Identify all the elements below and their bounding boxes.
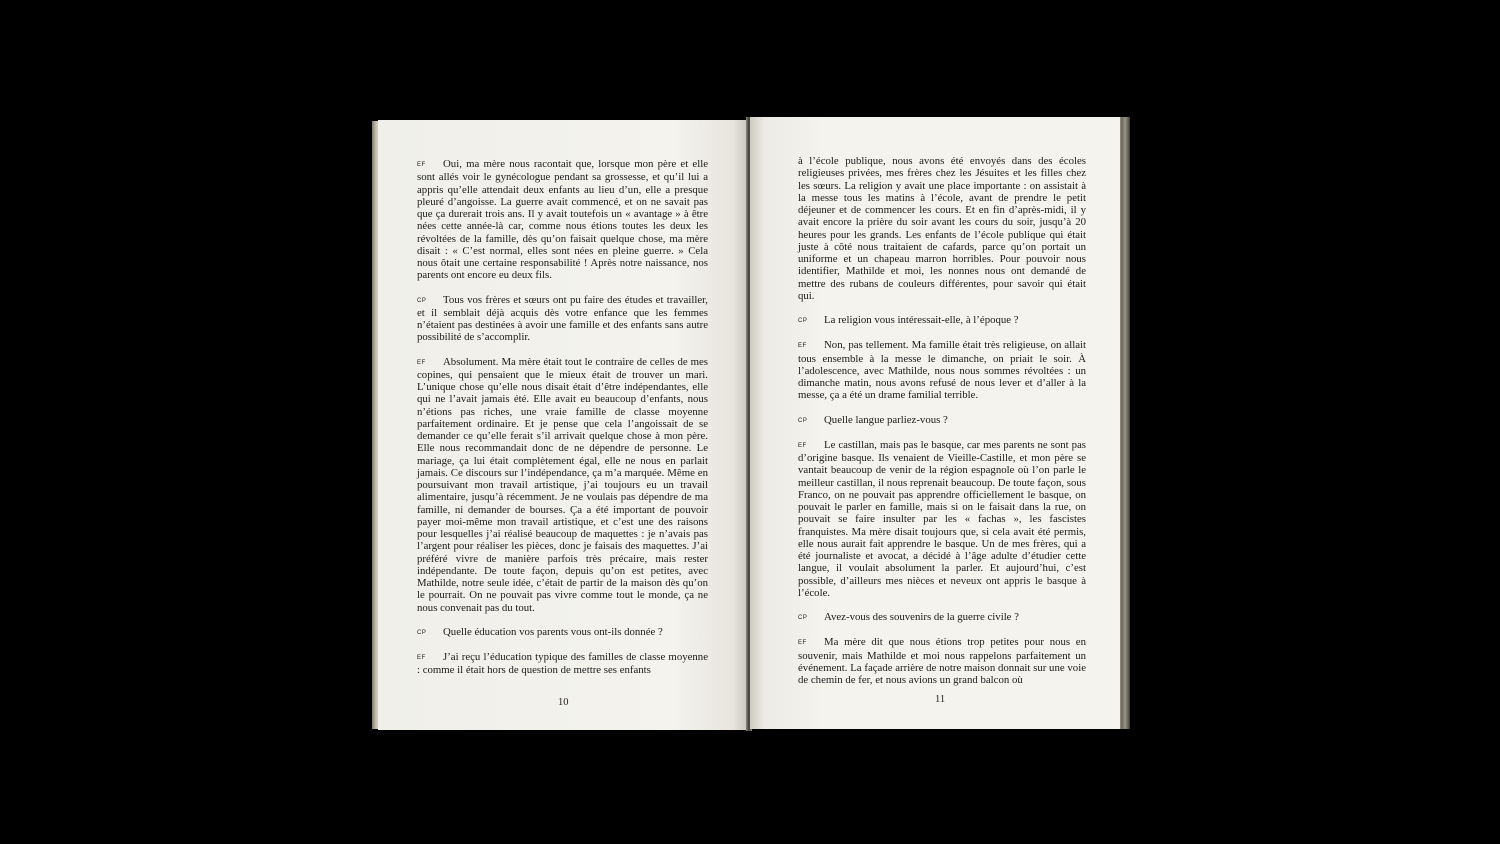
paragraph: [798, 439, 1086, 599]
paragraph-text: Absolument. Ma mère était tout le contraire de celles de mes copines, qui pensaient que le mieux était de trouver un mari. L’unique chose qu’elle nous disait était d’être indépendantes, elle qui ne l’avait jamais été. Elle avait eu beaucoup d’enfants, nous n’étions pas riches, une vraie famille de classe moyenne parfaitement ordinaire. Et je pense que cela l’angoissait de se demander ce qu’elle ferait s’il arrivait quelque chose à mon père. Elle nous recommandait donc de ne dépendre de personne. Le mariage, ça lui était complètement égal, elle ne nous en parlait jamais. Ce discours sur l’indépendance, ça m’a marquée. Même en poursuivant mon travail artistique, j’ai toujours eu un travail alimentaire, jusqu’à récemment. Je ne voulais pas dépendre de ma famille, ni demander de bourses. Ça a été important de pouvoir payer moi-même mon travail artistique, et c’est une des raisons pour lesquelles j’ai réalisé beaucoup de maquettes : je n’avais pas l’argent pour réaliser les pièces, donc je faisais des maquettes. J’ai préféré vivre de manière parfois très précaire, mais rester indépendante. De toute façon, depuis qu’on est petites, avec Mathilde, notre seule idée, c’était de partir de la maison dès qu’on le pourrait. On ne pouvait pas vivre comme tout le monde, ça ne nous convenait pas du tout.: [417, 355, 708, 614]
speaker-label: CP: [798, 417, 808, 424]
speaker-label: CP: [417, 297, 427, 304]
paragraph-text: Quelle éducation vos parents vous ont-ils donnée ?: [443, 625, 663, 638]
page-number: 10: [558, 697, 569, 708]
paragraph: [798, 611, 1086, 624]
left-page-text-column: [417, 158, 708, 689]
paragraph-text: Oui, ma mère nous racontait que, lorsque mon père et elle sont allés voir le gynécologue pendant sa grossesse, et qu’il lui a appris qu’elle attendait deux enfants au lieu d’un, elle a presque pleuré d’angoisse. La guerre avait commencé, et on ne savait pas que ça durerait trois ans. Il y avait toutefois un « avantage » à être nées cette année-là car, comme nous étions toutes les deux les révoltées de la famille, dès qu’on faisait quelque chose, ma mère disait : « C’est normal, elles sont nées en pleine guerre. » Cela nous ôtait une certaine responsabilité ! Après notre naissance, nos parents ont encore eu deux fils.: [417, 158, 708, 282]
speaker-label: EF: [798, 640, 807, 647]
paragraph: [798, 314, 1086, 327]
paragraph: [798, 414, 1086, 427]
paragraph-text: Tous vos frères et sœurs ont pu faire des études et travailler, et il semblait déjà acquis dès votre enfance que les femmes n’étaient pas destinées à avoir une famille et des enfants sans autre possibilité de s’accomplir.: [417, 293, 708, 344]
paragraph-text: Avez-vous des souvenirs de la guerre civile ?: [824, 611, 1019, 623]
speaker-label: EF: [417, 359, 426, 366]
paragraph: [417, 626, 708, 639]
paragraph: [798, 636, 1086, 686]
open-book: [372, 117, 1132, 731]
speaker-label: EF: [417, 162, 426, 168]
right-page: [750, 117, 1120, 729]
paragraph: [417, 356, 708, 614]
paragraph-text: La religion vous intéressait-elle, à l’époque ?: [824, 314, 1019, 326]
speaker-label: CP: [417, 629, 427, 636]
paragraph-text: Quelle langue parliez-vous ?: [824, 413, 948, 426]
right-page-text-column: [798, 155, 1086, 698]
left-page: [378, 120, 748, 730]
paragraph-text: Le castillan, mais pas le basque, car mes parents ne sont pas d’origine basque. Ils venaient de Vieille-Castille, et mon père se vantait beaucoup de venir de la région espagnole où l’on parle le meilleur castillan, il nous reprenait beaucoup. De toute façon, sous Franco, on ne pouvait pas apprendre officiellement le basque, on pouvait le parler en famille, mais si on le faisait dans la rue, on pouvait se faire insulter par les « fachas », les fascistes franquistes. Ma mère disait toujours que, si cela avait été permis, elle nous aurait fait apprendre le basque. Un de mes frères, qui a été journaliste et avocat, a décidé à l’âge adulte d’étudier cette langue, il voulait absolument la parler. Et aujourd’hui, c’est possible, d’ailleurs mes nièces et neveux ont appris le basque à l’école.: [798, 438, 1086, 599]
paragraph: [417, 158, 708, 282]
paragraph: [417, 651, 708, 677]
paragraph: [798, 155, 1086, 302]
speaker-label: CP: [798, 318, 808, 324]
paragraph-text: J’ai reçu l’éducation typique des familles de classe moyenne : comme il était hors de question de mettre ses enfants: [417, 651, 708, 677]
paragraph: [798, 339, 1086, 401]
paragraph: [417, 294, 708, 344]
speaker-label: EF: [798, 442, 807, 449]
paragraph-text: Ma mère dit que nous étions trop petites pour nous en souvenir, mais Mathilde et moi nous rappelons parfaitement un événement. La façade arrière de notre maison donnait sur une voie de chemin de fer, et nous avions un grand balcon où: [798, 636, 1086, 686]
speaker-label: CP: [798, 615, 808, 621]
paragraph-text: Non, pas tellement. Ma famille était très religieuse, on allait tous ensemble à la messe le dimanche, on priait le soir. À l’adolescence, avec Mathilde, nous nous sommes révoltées : un dimanche matin, nous avons refusé de nous lever et d’aller à la messe, ça a été un drame familial terrible.: [798, 339, 1086, 402]
speaker-label: EF: [798, 343, 807, 350]
paragraph-text: à l’école publique, nous avons été envoyés dans des écoles religieuses privées, mes frères chez les Jésuites et les filles chez les sœurs. La religion y avait une place importante : on assistait à la messe tous les matins à l’école, avant de prendre le petit déjeuner et de commencer les cours. Et en fin d’après-midi, il y avait encore la prière du soir avant les cours du soir, jusqu’à 20 heures pour les grands. Les enfants de l’école publique qui était juste à côté nous traitaient de cafards, parce qu’on portait un uniforme et un chapeau marron horribles. Pour pouvoir nous identifier, Mathilde et moi, les nonnes nous ont demandé de mettre des rubans de couleurs différentes, pour savoir qui était qui.: [798, 155, 1086, 302]
page-number: 11: [935, 694, 946, 705]
speaker-label: EF: [417, 655, 426, 661]
